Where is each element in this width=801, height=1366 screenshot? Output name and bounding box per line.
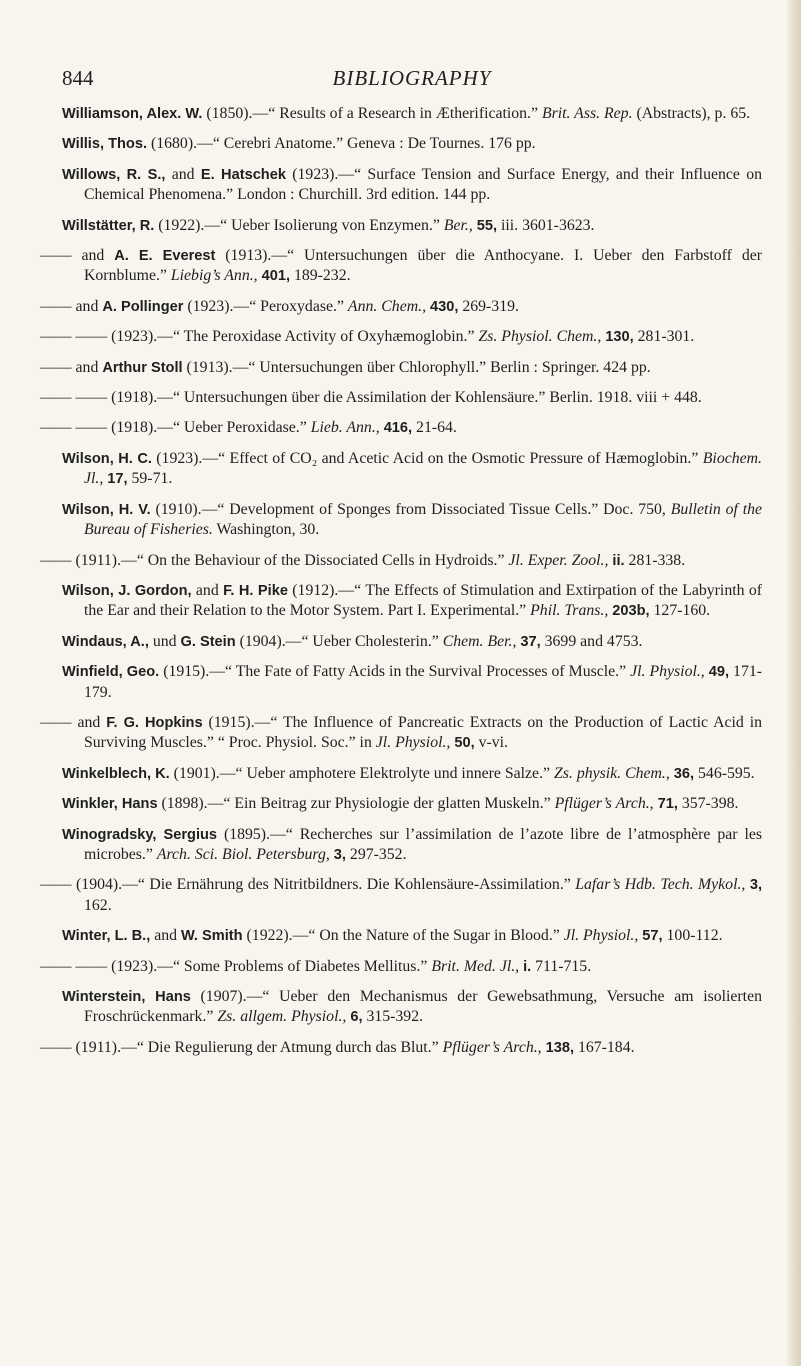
entry-pages: 269-319.: [458, 297, 519, 315]
entry-author: A. Pollinger: [102, 298, 184, 315]
entry-author: Wilson, H. C.: [62, 450, 152, 467]
entry-coauthor: E. Hatschek: [200, 166, 286, 183]
entry-author: Wilson, J. Gordon,: [62, 582, 192, 599]
bibliography-entry: [62, 104, 762, 124]
entry-journal: Ann. Chem.,: [347, 297, 427, 315]
entry-text: (1913).—“ Untersuchungen über die Anthocyane. I. Ueber den Farbstoff der Kornblume.”: [84, 247, 762, 285]
bibliography-entry: [40, 388, 762, 408]
entry-text: (1923).—“ Peroxydase.”: [183, 297, 348, 315]
entry-journal: Pflüger’s Arch.,: [442, 1038, 542, 1056]
bibliography-entry: [40, 297, 762, 317]
repeat-author-dash: ——: [40, 358, 72, 376]
entry-volume: 3,: [749, 877, 762, 894]
bibliography-entry: [62, 662, 762, 703]
repeat-author-dash: ——: [40, 1038, 72, 1056]
entry-journal: Liebig’s Ann.,: [170, 267, 258, 285]
entry-volume: 71,: [657, 796, 678, 813]
entry-text: (1904).—“ Die Ernährung des Nitritbildners. Die Kohlensäure-Assimilation.”: [71, 876, 576, 894]
entry-text: Washington, 30.: [212, 521, 320, 539]
entry-text: (1898).—“ Ein Beitrag zur Physiologie der glatten Muskeln.”: [157, 795, 555, 813]
entry-volume: ii.: [612, 552, 625, 569]
entry-author: F. G. Hopkins: [106, 714, 203, 731]
entry-author: Williamson, Alex. W.: [62, 106, 203, 122]
entry-journal: Zs. physik. Chem.,: [553, 764, 670, 782]
bibliography-entry: [62, 987, 762, 1028]
bibliography-entry: [62, 926, 762, 946]
entry-author: Winkler, Hans: [62, 796, 158, 813]
repeat-author-dash: —— ——: [40, 957, 108, 975]
entry-journal: Brit. Ass. Rep.: [541, 105, 633, 122]
entry-pages: 3699 and 4753.: [540, 632, 643, 650]
bibliography-entry: [62, 581, 762, 622]
bibliography-entry: [40, 418, 762, 438]
bibliography-entry: [40, 713, 762, 754]
entry-volume: i.: [523, 958, 532, 975]
entry-text: (1915).—“ The Fate of Fatty Acids in the Survival Processes of Muscle.”: [159, 663, 631, 681]
entry-journal: Zs. Physiol. Chem.,: [478, 328, 602, 346]
repeat-author-dash: —— ——: [40, 419, 108, 437]
bibliography-entry: [62, 764, 762, 784]
entry-text: (1923).—“ Some Problems of Diabetes Mellitus.”: [107, 957, 432, 975]
bibliography-entry: [40, 358, 762, 378]
entry-author: Winogradsky, Sergius: [62, 826, 218, 843]
entry-pages: 297-352.: [345, 845, 407, 863]
entry-connector: and: [71, 358, 103, 376]
entry-volume: 50,: [454, 735, 475, 752]
entry-journal: Biochem. Jl.,: [84, 449, 762, 488]
entry-pages: 357-398.: [677, 795, 739, 813]
bibliography-entry: [40, 957, 762, 977]
entry-text: (1911).—“ Die Regulierung der Atmung durch das Blut.”: [71, 1038, 443, 1056]
repeat-author-dash: ——: [40, 297, 72, 315]
entry-text: (1915).—“ The Influence of Pancreatic Extracts on the Production of Lactic Acid in Surviving Muscles.” “ Proc. Physiol. Soc.” in: [84, 713, 762, 752]
bibliography-entry: [62, 632, 762, 652]
bibliography-entry: [62, 134, 762, 154]
entry-journal: Phil. Trans.,: [530, 602, 609, 620]
entry-journal: Jl. Physiol.,: [375, 734, 451, 752]
entry-journal: Lieb. Ann.,: [310, 419, 380, 437]
entry-journal: Arch. Sci. Biol. Petersburg,: [156, 845, 330, 863]
entry-text: und: [148, 632, 181, 650]
entry-journal: Chem. Ber.,: [442, 632, 517, 650]
entry-pages: 127-160.: [649, 602, 711, 620]
repeat-author-dash: ——: [40, 876, 72, 894]
entry-volume: 3,: [333, 846, 346, 863]
entry-volume: 17,: [107, 471, 128, 488]
bibliography-entry: [40, 875, 762, 916]
entry-coauthor: G. Stein: [180, 633, 236, 650]
entry-pages: 315-392.: [362, 1008, 424, 1026]
entry-author: Arthur Stoll: [102, 359, 183, 376]
entry-text: (1901).—“ Ueber amphotere Elektrolyte und innere Salze.”: [169, 764, 554, 782]
entry-volume: 416,: [383, 420, 413, 437]
bibliography-entry: [62, 165, 762, 206]
entry-author: A. E. Everest: [114, 248, 216, 265]
entry-author: Winfield, Geo.: [62, 664, 160, 681]
entry-pages: 167-184.: [574, 1038, 635, 1056]
entry-text: (1904).—“ Ueber Cholesterin.”: [235, 632, 443, 650]
bibliography-entry: [62, 449, 762, 490]
bibliography-entry: [40, 327, 762, 347]
entry-pages: 162.: [84, 896, 112, 914]
entry-text: (1922).—“ Ueber Isolierung von Enzymen.”: [154, 216, 444, 234]
entry-author: Winkelblech, K.: [62, 765, 170, 782]
repeat-author-dash: ——: [40, 247, 72, 265]
entry-pages: iii. 3601-3623.: [497, 216, 595, 234]
entry-text: (1923).—“ Effect of CO₂ and Acetic Acid on the Osmotic Pressure of Hæmoglobin.”: [151, 449, 703, 467]
bibliography-list: [40, 104, 763, 1068]
entry-connector: and: [71, 713, 107, 731]
entry-volume: 36,: [673, 765, 695, 782]
entry-volume: 55,: [476, 217, 498, 234]
entry-coauthor: W. Smith: [180, 928, 243, 945]
entry-journal: Jl. Physiol.,: [630, 663, 705, 681]
entry-journal: Bulletin of the Bureau of Fisheries.: [84, 500, 762, 539]
entry-journal: Jl. Physiol.,: [563, 927, 639, 945]
bibliography-entry: [40, 1038, 762, 1058]
repeat-author-dash: —— ——: [40, 389, 108, 407]
entry-text: (1922).—“ On the Nature of the Sugar in Blood.”: [242, 927, 564, 945]
entry-journal: Brit. Med. Jl.,: [431, 957, 520, 975]
entry-text: (1910).—“ Development of Sponges from Dissociated Tissue Cells.” Doc. 750,: [150, 500, 671, 518]
entry-pages: 281-338.: [624, 551, 686, 569]
entry-volume: 138,: [545, 1039, 574, 1056]
entry-journal: Ber.,: [443, 216, 473, 234]
bibliography-entry: [62, 500, 762, 541]
entry-text: (1923).—“ The Peroxidase Activity of Oxyhæmoglobin.”: [107, 328, 479, 346]
entry-pages: v-vi.: [474, 734, 508, 752]
entry-pages: 281-301.: [633, 328, 695, 346]
entry-pages: 711-715.: [531, 957, 592, 975]
entry-author: Willis, Thos.: [62, 136, 148, 153]
entry-text: (1907).—“ Ueber den Mechanismus der Gewebsathmung, Versuche am isolierten Froschrückenmark.”: [84, 988, 762, 1026]
entry-volume: 401,: [261, 268, 290, 285]
entry-pages: 189-232.: [290, 267, 351, 285]
entry-volume: 37,: [520, 633, 541, 650]
entry-author: Willstätter, R.: [62, 217, 155, 234]
entry-author: Willows, R. S.,: [62, 166, 166, 183]
entry-author: Windaus, A.,: [62, 633, 149, 650]
entry-pages: 171-179.: [84, 663, 763, 701]
entry-text: (1895).—“ Recherches sur l’assimilation de l’azote libre de l’atmosphère par les microbes.”: [84, 825, 762, 863]
entry-pages: 546-595.: [694, 764, 755, 782]
entry-author: Winter, L. B.,: [62, 928, 151, 945]
bibliography-entry: [40, 246, 762, 287]
entry-text: (Abstracts), p. 65.: [632, 105, 751, 122]
entry-connector: and: [71, 247, 115, 265]
entry-volume: 130,: [605, 329, 634, 346]
entry-volume: 6,: [350, 1009, 363, 1026]
repeat-author-dash: ——: [40, 551, 72, 569]
entry-pages: 59-71.: [127, 470, 173, 488]
entry-text: (1680).—“ Cerebri Anatome.” Geneva : De Tournes. 176 pp.: [147, 135, 536, 153]
entry-coauthor: F. H. Pike: [223, 582, 288, 599]
entry-text: (1918).—“ Ueber Peroxidase.”: [107, 419, 311, 437]
entry-author: Wilson, H. V.: [62, 501, 151, 518]
bibliography-entry: [62, 216, 762, 236]
entry-volume: 49,: [708, 664, 730, 681]
entry-volume: 203b,: [612, 603, 650, 620]
repeat-author-dash: —— ——: [40, 328, 108, 346]
entry-text: (1911).—“ On the Behaviour of the Dissociated Cells in Hydroids.”: [71, 551, 509, 569]
entry-text: (1918).—“ Untersuchungen über die Assimilation der Kohlensäure.” Berlin. 1918. viii + 448.: [107, 389, 702, 407]
entry-journal: Zs. allgem. Physiol.,: [217, 1008, 347, 1026]
entry-text: and: [150, 927, 181, 945]
entry-journal: Jl. Exper. Zool.,: [508, 551, 609, 569]
bibliography-entry: [40, 551, 762, 571]
entry-journal: Lafar’s Hdb. Tech. Mykol.,: [575, 876, 746, 894]
page-number: 844: [62, 66, 94, 90]
entry-text: and: [191, 581, 224, 599]
entry-author: Winterstein, Hans: [62, 989, 191, 1005]
entry-pages: 100-112.: [662, 927, 723, 945]
entry-journal: Pflüger’s Arch.,: [554, 795, 654, 813]
running-title: BIBLIOGRAPHY: [332, 66, 492, 90]
bibliography-entry: [62, 794, 762, 814]
entry-volume: 430,: [429, 298, 459, 315]
entry-text: (1913).—“ Untersuchungen über Chlorophyll.” Berlin : Springer. 424 pp.: [182, 358, 651, 376]
entry-text: and: [165, 165, 201, 183]
bibliography-entry: [62, 825, 762, 866]
entry-text: (1912).—“ The Effects of Stimulation and Extirpation of the Labyrinth of the Ear and their Relation to the Motor System. Part I. Experimental.”: [84, 581, 763, 620]
entry-connector: and: [71, 297, 103, 315]
entry-volume: 57,: [642, 928, 663, 945]
repeat-author-dash: ——: [40, 713, 72, 731]
page-edge-shadow: [787, 0, 801, 1366]
entry-pages: 21-64.: [412, 419, 457, 437]
entry-text: (1923).—“ Surface Tension and Surface Energy, and their Influence on Chemical Phenomena.” London : Churchill. 3rd edition. 144 pp.: [84, 165, 762, 204]
page-header: [62, 66, 762, 96]
entry-text: (1850).—“ Results of a Research in Ætherification.”: [202, 105, 542, 122]
